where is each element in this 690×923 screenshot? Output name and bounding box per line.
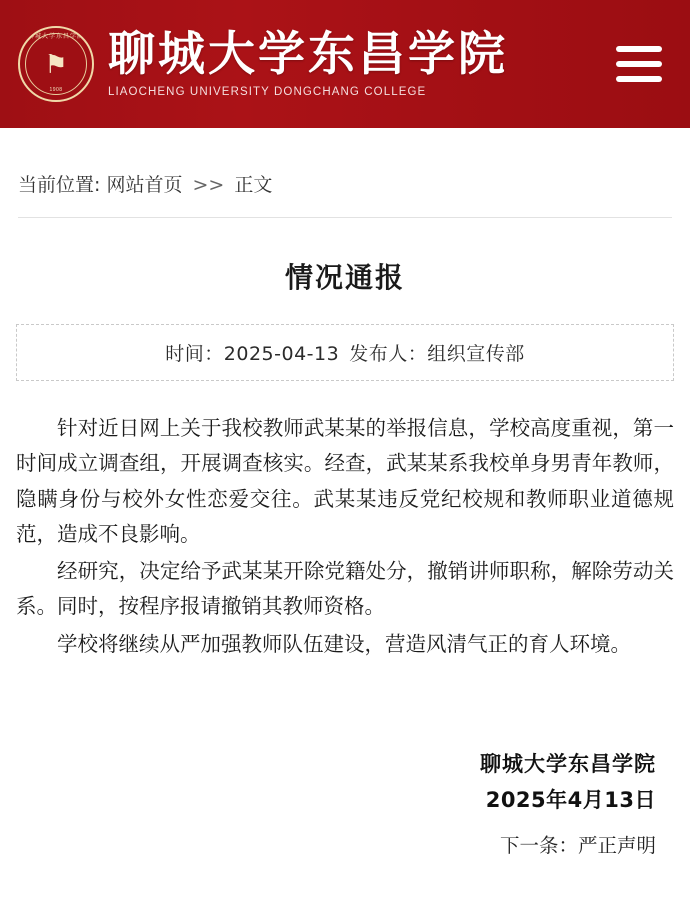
article-signature xyxy=(16,748,674,814)
article-paragraph: 学校将继续从严加强教师队伍建设，营造风清气正的育人环境。 xyxy=(57,631,631,656)
meta-publisher-label: 发布人： xyxy=(349,343,428,365)
hamburger-bar-3 xyxy=(616,76,662,82)
signature-organization: 聊城大学东昌学院 xyxy=(480,751,656,776)
meta-publisher-value: 组织宣传部 xyxy=(427,343,525,365)
article-paragraph: 经研究，决定给予武某某开除党籍处分，撤销讲师职称，解除劳动关系。同时，按程序报请撤销其教师资格。 xyxy=(16,559,674,619)
breadcrumb-separator: >> xyxy=(192,174,225,196)
university-crest-icon xyxy=(18,26,94,102)
breadcrumb-wrapper xyxy=(0,128,690,218)
next-article-link[interactable]: 严正声明 xyxy=(577,833,656,857)
breadcrumb-label: 当前位置: xyxy=(18,174,101,196)
breadcrumb-current: 正文 xyxy=(234,174,273,196)
crest-ring xyxy=(25,33,87,95)
crest-top-text: 聊城大学东昌学院 xyxy=(27,34,84,40)
site-title-en: LIAOCHENG UNIVERSITY DONGCHANG COLLEGE xyxy=(108,86,427,99)
hamburger-menu-icon[interactable] xyxy=(610,42,662,86)
site-title-cn: 聊城大学东昌学院 xyxy=(108,26,508,82)
article xyxy=(0,256,690,858)
signature-date: 2025年4月13日 xyxy=(485,787,656,812)
meta-time-label: 时间： xyxy=(165,343,224,365)
crest-emblem-icon: ⚑ xyxy=(44,50,68,80)
breadcrumb xyxy=(18,170,672,218)
next-article-label: 下一条： xyxy=(499,833,578,857)
crest-bottom-text: 1908 xyxy=(49,87,63,93)
article-body xyxy=(16,411,674,662)
hamburger-bar-1 xyxy=(616,46,662,52)
article-paragraph: 针对近日网上关于我校教师武某某的举报信息，学校高度重视，第一时间成立调查组，开展调查核实。经查，武某某系我校单身男青年教师，隐瞒身份与校外女性恋爱交往。武某某违反党纪校规和教师职业道德规范，造成不良影响。 xyxy=(16,416,674,546)
breadcrumb-home-link[interactable]: 网站首页 xyxy=(106,174,183,196)
header-brand[interactable] xyxy=(18,26,610,102)
header-title-block xyxy=(108,26,508,99)
meta-time-value: 2025-04-13 xyxy=(223,343,340,365)
next-article-row xyxy=(16,830,674,858)
site-header xyxy=(0,0,690,128)
page-title: 情况通报 xyxy=(284,261,405,294)
article-meta-box xyxy=(16,324,674,381)
hamburger-bar-2 xyxy=(616,61,662,67)
